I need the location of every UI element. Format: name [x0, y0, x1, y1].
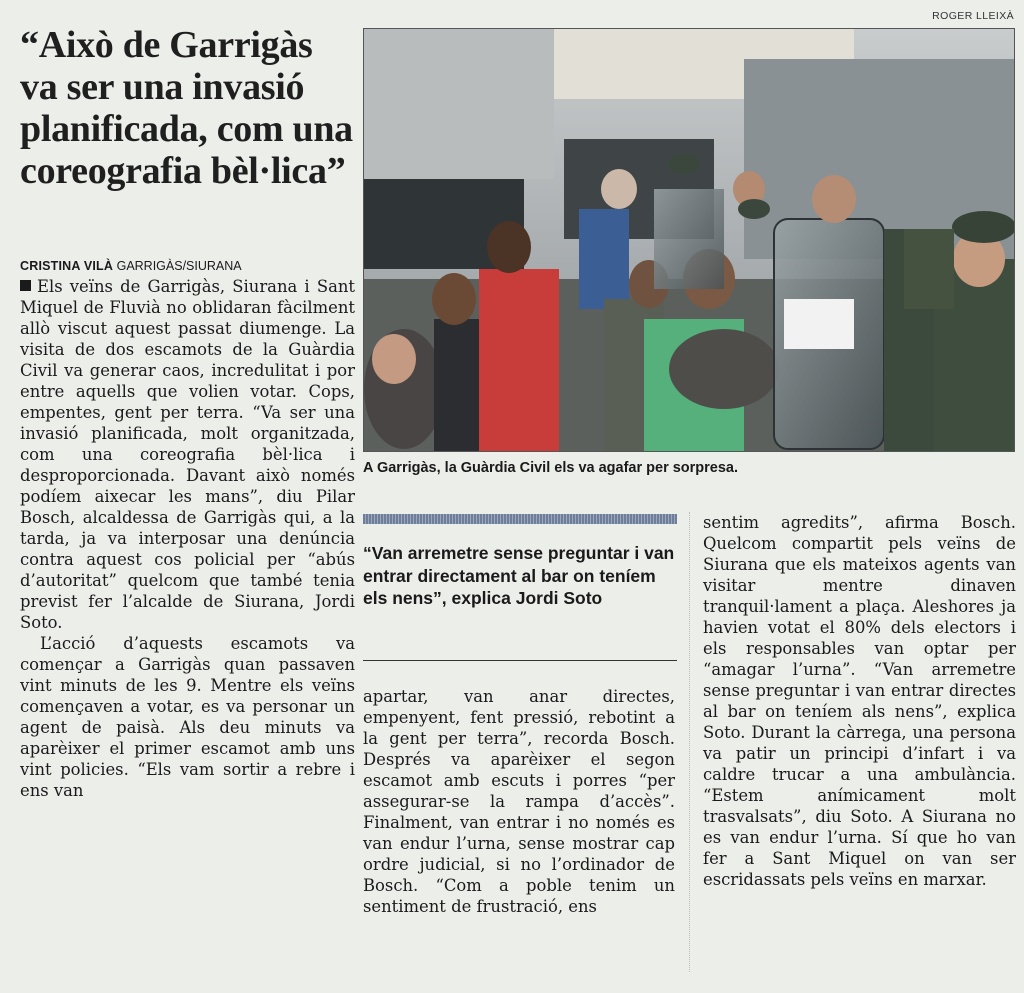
column3-paragraph-1: sentim agredits”, afirma Bosch. Quelcom compartit pels veïns de Siurana que els mateixos agents van visitar mentre dinaven tranquil·lament a plaça. Aleshores ja havien votat el 80% dels electors i els responsables van optar per “amagar l’urna”. “Van arremetre sense preguntar i van entrar directes al bar on teníem als nens”, explica Soto. Durant la càrrega, una persona va patir un principi d’infart i va caldre trucar a una ambulància. “Estem anímicament molt trasvalsats”, diu Soto. A Siurana no es van endur l’urna. Sí que ho van fer a Sant Miquel on van ser escridassats pels veïns en marxar.	[703, 513, 1016, 889]
article-column-1	[20, 276, 355, 801]
photo-credit: ROGER LLEIXÀ	[932, 10, 1014, 22]
pull-quote: “Van arremetre sense preguntar i van entrar directament al bar on teníem els nens”, explica Jordi Soto	[363, 543, 675, 608]
photo-caption: A Garrigàs, la Guàrdia Civil els va agafar per sorpresa.	[363, 460, 739, 476]
column1-paragraph-2: L’acció d’aquests escamots va començar a Garrigàs quan passaven vint minuts de les 9. Mentre els veïns començaven a votar, es va personar un agent de paisà. Als deu minuts va aparèixer el primer escamot amb uns vint policies. “Els vam sortir a rebre i ens van	[20, 634, 355, 800]
byline-location: GARRIGÀS/SIURANA	[116, 259, 242, 273]
pull-quote-rule	[363, 660, 677, 661]
lead-square-icon	[20, 280, 31, 291]
byline-author: CRISTINA VILÀ	[20, 259, 114, 273]
article-column-2	[363, 686, 675, 917]
column-divider	[689, 512, 690, 972]
byline	[20, 258, 355, 274]
article-headline: “Això de Garrigàs va ser una invasió planificada, com una coreografia bèl·lica”	[20, 24, 353, 192]
article-column-3	[703, 512, 1016, 890]
column1-paragraph-1: Els veïns de Garrigàs, Siurana i Sant Miquel de Fluvià no oblidaran fàcilment allò viscut aquest passat diumenge. La visita de dos escamots de la Guàrdia Civil va generar caos, incredulitat i por entre aquells que volien votar. Cops, empentes, gent per terra. “Va ser una invasió planificada, molt organitzada, com una coreografia bèl·lica i desproporcionada. Davant això només podíem aixecar les mans”, diu Pilar Bosch, alcaldessa de Garrigàs qui, a la tarda, ja va interposar una denúncia contra aquest cos policial per “abús d’autoritat” quelcom que també tenia previst fer l’alcalde de Siurana, Jordi Soto.	[20, 277, 355, 632]
pull-quote-bar	[363, 514, 677, 524]
column2-paragraph-1: apartar, van anar directes, empenyent, fent pressió, rebotint a la gent per terra”, recorda Bosch. Després va aparèixer el segon escamot amb escuts i porres “per assegurar-se la rampa d’accès”. Finalment, van entrar i no només es van endur l’urna, sense mostrar cap ordre judicial, si no l’ordinador de Bosch. “Com a poble tenim un sentiment de frustració, ens	[363, 687, 675, 916]
news-photo	[363, 28, 1015, 452]
